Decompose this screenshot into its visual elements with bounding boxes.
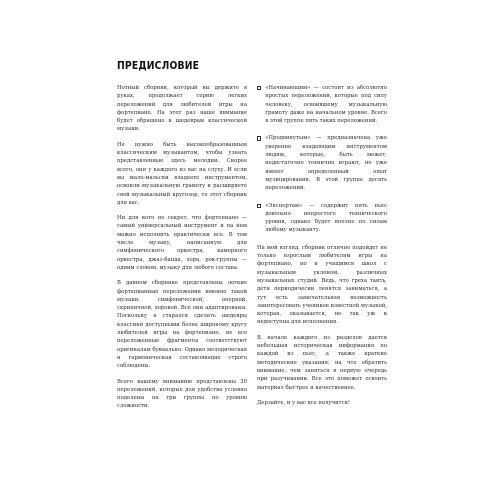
group-item-experts: [257, 202, 387, 235]
paragraph: Всего вашему вниманию представлены 20 переложений, которые для удобства условно поделены на три группы по уровню сложности.: [117, 378, 247, 410]
closing-line: Дерзайте, и у вас все получится!: [257, 399, 351, 406]
paragraph: В данном сборнике представлены легкие фортепианные переложения именно такой музыки: симфонической, оперной, скрипичной, хоровой. Все они адаптированы. Поскольку я старался сделать шедевры классики доступными более широкому кругу любителей игры на фортепиано, не все переложенные фрагменты соответствуют оригиналам буквально. Однако мелодическая и гармоническая составляющие строго соблюдены.: [117, 280, 248, 370]
paragraph: Не нужно быть высокообразованным классическим музыкантом, чтобы узнать представленные здесь мелодии. Скорее всего, они у каждого из вас на слуху. И если вы мало-мальски владеете инструментом, освоили музыкальную грамоту и расширяете свой музыкальный кругозор, то этот сборник для вас.: [117, 141, 247, 206]
checkbox-icon: [257, 86, 261, 90]
group-item-advanced: [257, 134, 387, 192]
paragraph: Ни для кого не секрет, что фортепиано — самый универсальный инструмент и на нем можно исполнить практически все. В том числе музыку, написанную для симфонического оркестра, камерного оркестра, джаз-банда, хора, рок-группы — одним словом, музыку для любого состава.: [117, 215, 247, 271]
checkbox-icon: [257, 204, 261, 208]
checkbox-icon: [257, 136, 261, 140]
group-description: «Экспертам» — содержит пять пьес довольно непростого технического уровня, однако будет вполне по силам любому музыканту.: [265, 202, 387, 234]
paragraph: На мой взгляд, сборник отлично подойдет не только взрослым любителям игры на фортепиано, но и учащимся школ с музыкальным уклоном, различных музыкальных студий. Ведь, что греха таить, дети периодически ленятся заниматься, а тут есть замечательная возможность заинтересовать учеников известной музыкой, которая, оказывается, не так уж и недоступна для исполнения.: [257, 244, 387, 326]
left-column: [117, 84, 247, 418]
group-description: «Начинающим» — состоит из абсолютно простых переложений, которые под силу человеку, освоившему музыкальную грамоту даже на начальном уровне. Всего в этой группе пять таких переложений.: [265, 85, 387, 125]
paragraph: В начале каждого из разделов дается небольшая историческая информация по каждой из пьес, а также краткие методические указания: на что обратить внимание, чем заняться в первую очередь при разучивании. Все это поможет освоить материал быстрее и качественнее.: [257, 334, 387, 391]
group-description: «Продвинутым» — предназначена уже уверенно владеющим инструментом людям, которые, быть может, недостаточно технично играют, но уже имеют определенный опыт музицирования. В этой группе десять переложений.: [265, 135, 387, 192]
paragraph: Нотный сборник, который вы держите в руках, продолжает серию легких переложений для любителей игры на фортепиано. На этот раз наше внимание будет обращено к шедеврам классической музыки.: [117, 85, 247, 133]
right-column: [257, 84, 387, 414]
group-item-beginners: [257, 84, 387, 125]
page-title: ПРЕДИСЛОВИЕ: [117, 60, 200, 72]
